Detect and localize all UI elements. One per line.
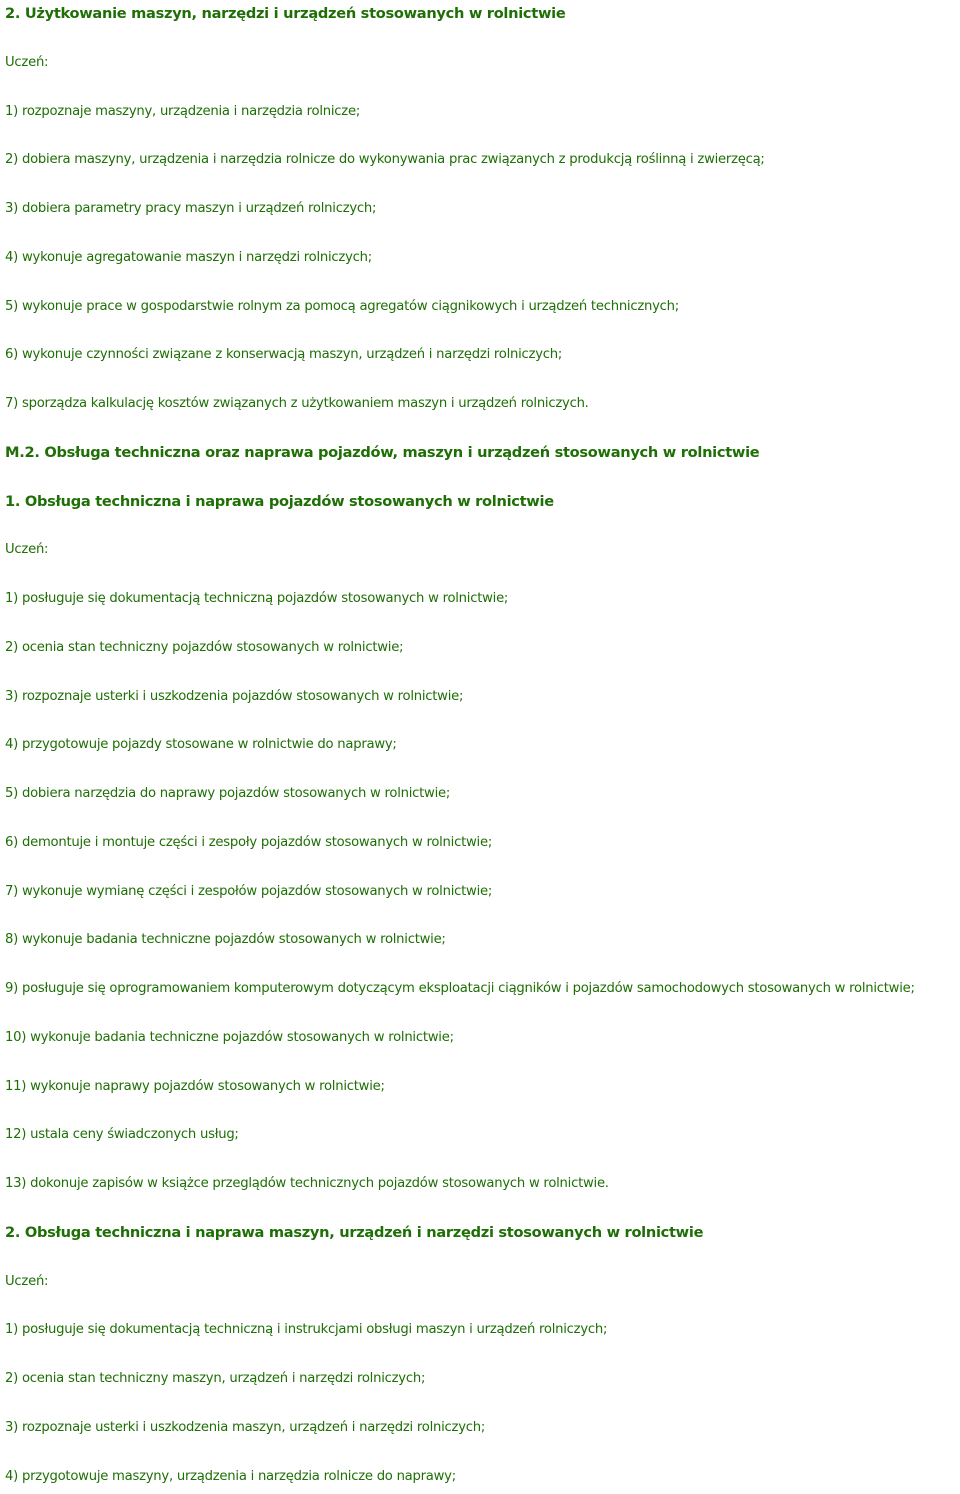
outcome-item: 3) rozpoznaje usterki i uszkodzenia pojazdów stosowanych w rolnictwie; xyxy=(5,688,464,704)
outcome-item: 2) ocenia stan techniczny pojazdów stosowanych w rolnictwie; xyxy=(5,639,404,655)
outcome-item: 6) demontuje i montuje części i zespoły pojazdów stosowanych w rolnictwie; xyxy=(5,834,493,850)
learner-label: Uczeń: xyxy=(5,54,49,70)
outcome-item: 4) przygotowuje maszyny, urządzenia i narzędzia rolnicze do naprawy; xyxy=(5,1468,456,1484)
outcome-item: 7) sporządza kalkulację kosztów związanych z użytkowaniem maszyn i urządzeń rolniczych. xyxy=(5,396,589,411)
outcome-item: 10) wykonuje badania techniczne pojazdów stosowanych w rolnictwie; xyxy=(5,1029,454,1045)
section-heading: 2. Obsługa techniczna i naprawa maszyn, urządzeń i narzędzi stosowanych w rolnictwie xyxy=(5,1223,704,1241)
outcome-item: 3) rozpoznaje usterki i uszkodzenia maszyn, urządzeń i narzędzi rolniczych; xyxy=(5,1419,486,1435)
outcome-item: 9) posługuje się oprogramowaniem komputerowym dotyczącym eksploatacji ciągników i pojazdów samochodowych stosowanych w rolnictwie; xyxy=(5,981,915,996)
module-heading: M.2. Obsługa techniczna oraz naprawa pojazdów, maszyn i urządzeń stosowanych w rolnictwie xyxy=(5,443,760,461)
outcome-item: 4) wykonuje agregatowanie maszyn i narzędzi rolniczych; xyxy=(5,249,372,265)
section-heading: 2. Użytkowanie maszyn, narzędzi i urządzeń stosowanych w rolnictwie xyxy=(5,5,566,22)
outcome-item: 3) dobiera parametry pracy maszyn i urządzeń rolniczych; xyxy=(5,201,377,216)
learner-label: Uczeń: xyxy=(5,542,49,558)
outcome-item: 12) ustala ceny świadczonych usług; xyxy=(5,1127,239,1143)
section-heading: 1. Obsługa techniczna i naprawa pojazdów stosowanych w rolnictwie xyxy=(5,492,554,510)
outcome-item: 7) wykonuje wymianę części i zespołów pojazdów stosowanych w rolnictwie; xyxy=(5,883,493,899)
outcome-item: 2) dobiera maszyny, urządzenia i narzędzia rolnicze do wykonywania prac związanych z produkcją roślinną i zwierzęcą; xyxy=(5,152,765,168)
outcome-item: 1) rozpoznaje maszyny, urządzenia i narzędzia rolnicze; xyxy=(5,103,361,119)
outcome-item: 1) posługuje się dokumentacją techniczną i instrukcjami obsługi maszyn i urządzeń rolniczych; xyxy=(5,1322,608,1338)
outcome-item: 13) dokonuje zapisów w książce przeglądów technicznych pojazdów stosowanych w rolnictwie. xyxy=(5,1176,609,1191)
outcome-item: 5) wykonuje prace w gospodarstwie rolnym za pomocą agregatów ciągnikowych i urządzeń technicznych; xyxy=(5,298,679,314)
outcome-item: 2) ocenia stan techniczny maszyn, urządzeń i narzędzi rolniczych; xyxy=(5,1371,426,1386)
learner-label: Uczeń: xyxy=(5,1273,49,1289)
outcome-item: 5) dobiera narzędzia do naprawy pojazdów stosowanych w rolnictwie; xyxy=(5,786,451,801)
outcome-item: 8) wykonuje badania techniczne pojazdów stosowanych w rolnictwie; xyxy=(5,932,446,948)
outcome-item: 6) wykonuje czynności związane z konserwacją maszyn, urządzeń i narzędzi rolniczych; xyxy=(5,347,563,363)
outcome-item: 11) wykonuje naprawy pojazdów stosowanych w rolnictwie; xyxy=(5,1078,385,1094)
outcome-item: 1) posługuje się dokumentacją techniczną pojazdów stosowanych w rolnictwie; xyxy=(5,591,509,606)
outcome-item: 4) przygotowuje pojazdy stosowane w rolnictwie do naprawy; xyxy=(5,737,397,753)
